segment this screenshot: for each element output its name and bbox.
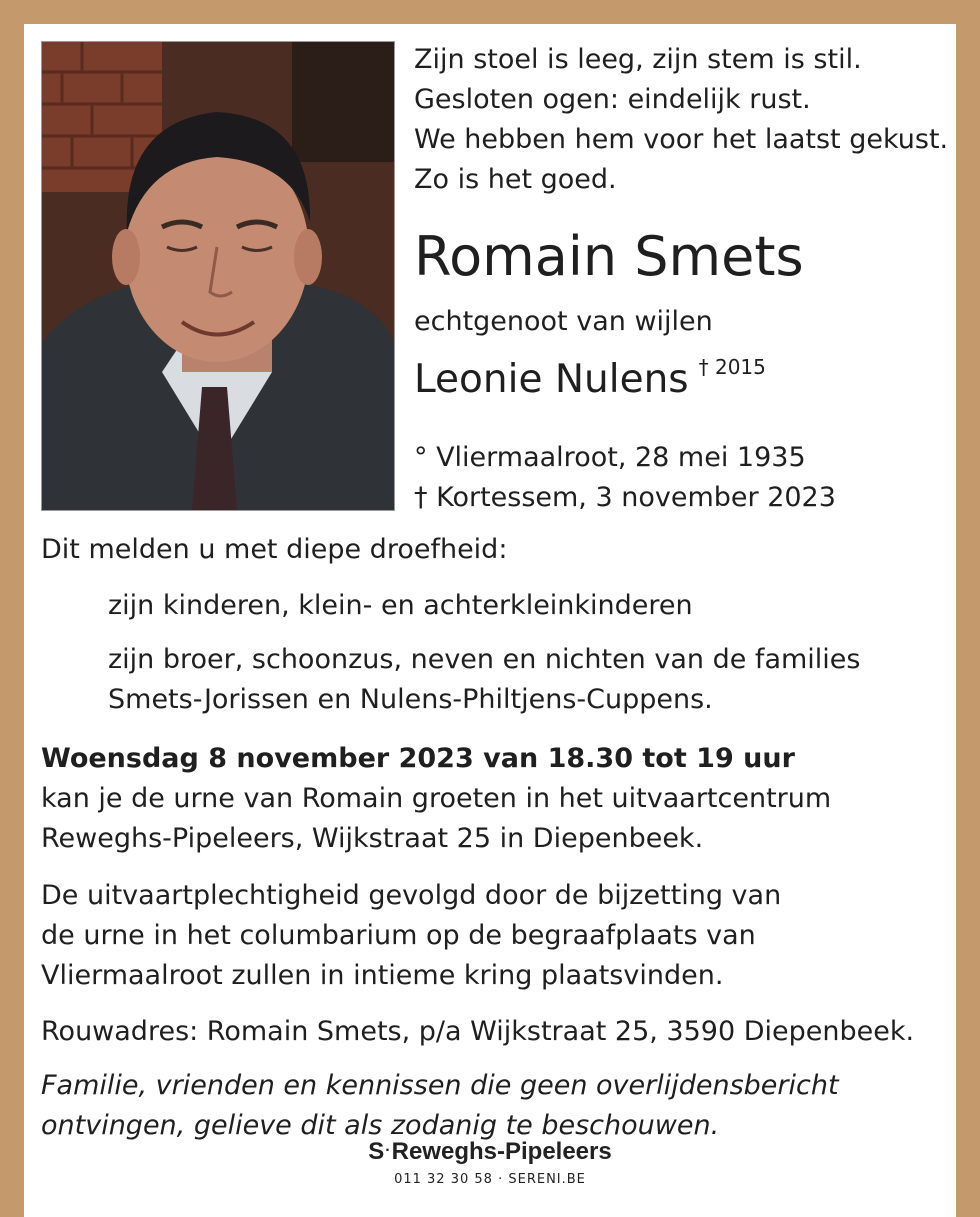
poem-line: We hebben hem voor het laatst gekust. [414, 124, 949, 155]
announcement-intro: Dit melden u met diepe droefheid: [41, 534, 508, 565]
contact-website: SERENI.BE [508, 1172, 586, 1187]
poem-line: Gesloten ogen: eindelijk rust. [414, 84, 811, 115]
funeral-home-logo [313, 1136, 667, 1167]
life-dates [414, 438, 836, 518]
visitation-when: Woensdag 8 november 2023 van 18.30 tot 19 uur [41, 743, 795, 774]
family-line: zijn kinderen, klein- en achterkleinkinderen [108, 590, 693, 621]
ceremony-line: Vliermaalroot zullen in intieme kring plaatsvinden. [41, 960, 724, 991]
logo-name: Reweghs-Pipeleers [391, 1138, 612, 1165]
mourning-address [41, 1012, 941, 1052]
poem-line: Zo is het goed. [414, 164, 617, 195]
logo-s-mark: S [368, 1138, 385, 1165]
address-line: Rouwadres: Romain Smets, p/a Wijkstraat 25, 3590 Diepenbeek. [41, 1016, 915, 1047]
deceased-name: Romain Smets [414, 225, 804, 288]
ceremony-line: de urne in het columbarium op de begraafplaats van [41, 920, 756, 951]
visitation-info [41, 739, 941, 859]
portrait-photo [41, 41, 395, 511]
spouse-label: echtgenoot van wijlen [414, 306, 713, 337]
memorial-poem [414, 40, 949, 200]
birth-date: ° Vliermaalroot, 28 mei 1935 [414, 442, 806, 473]
family-line: zijn broer, schoonzus, neven en nichten van de families [108, 644, 861, 675]
notice-line: Familie, vrienden en kennissen die geen overlijdensbericht [41, 1070, 839, 1101]
poem-line: Zijn stoel is leeg, zijn stem is stil. [414, 44, 862, 75]
notice-text [41, 1066, 941, 1146]
obituary-card [24, 24, 956, 1217]
spouse-line [414, 342, 766, 405]
notice-line: ontvingen, gelieve dit als zodanig te beschouwen. [41, 1110, 720, 1141]
funeral-home-contact [313, 1172, 667, 1187]
spouse-name: Leonie Nulens [414, 357, 689, 402]
contact-phone: 011 32 30 58 [394, 1172, 493, 1187]
ceremony-line: De uitvaartplechtigheid gevolgd door de bijzetting van [41, 880, 782, 911]
visitation-line: kan je de urne van Romain groeten in het uitvaartcentrum [41, 783, 832, 814]
visitation-line: Reweghs-Pipeleers, Wijkstraat 25 in Diepenbeek. [41, 823, 704, 854]
spouse-death-year: † 2015 [698, 355, 766, 379]
family-group-2 [108, 640, 980, 720]
portrait-illustration [42, 42, 394, 510]
family-group-1 [108, 586, 980, 626]
logo-dot: · [385, 1142, 391, 1159]
contact-separator: · [498, 1172, 504, 1187]
ceremony-info [41, 876, 941, 996]
family-line: Smets-Jorissen en Nulens-Philtjens-Cuppens. [108, 684, 713, 715]
death-date: † Kortessem, 3 november 2023 [414, 482, 836, 513]
